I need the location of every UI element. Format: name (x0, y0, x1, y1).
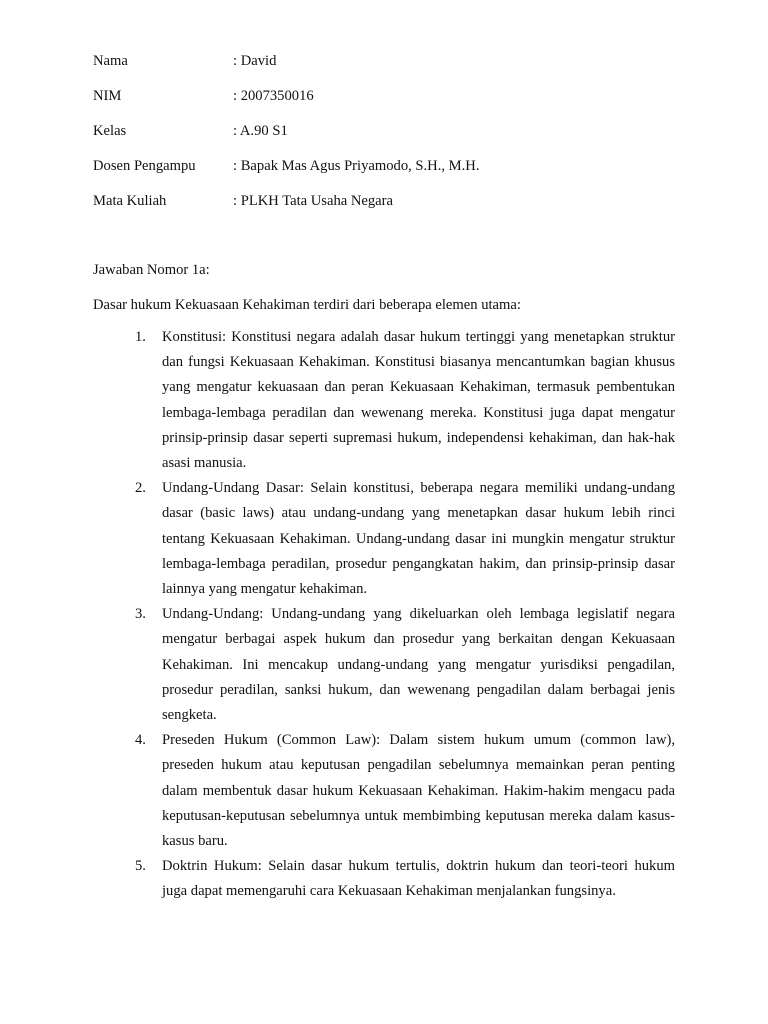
info-value: : Bapak Mas Agus Priyamodo, S.H., M.H. (233, 158, 480, 174)
answer-intro: Dasar hukum Kekuasaan Kehakiman terdiri dari beberapa elemen utama: (93, 297, 521, 313)
info-label: Mata Kuliah (93, 193, 167, 209)
info-row-class (93, 122, 693, 157)
list-item-number: 3. (135, 606, 146, 623)
list-item-number: 1. (135, 329, 146, 345)
info-value: : PLKH Tata Usaha Negara (233, 193, 393, 209)
list-item (135, 476, 675, 602)
list-item-text: Undang-Undang: Undang-undang yang dikeluarkan oleh lembaga legislatif negara mengatur berbagai aspek hukum dan prosedur yang berkaitan dengan Kekuasaan Kehakiman. Ini mencakup undang-undang yang mengatur yurisdiksi pengadilan, prosedur peradilan, sanksi hukum, dan wewenang pengadilan dalam berbagai jenis sengketa. (162, 606, 675, 724)
list-item-number: 2. (135, 480, 146, 497)
list-item (135, 602, 675, 728)
info-row-lecturer (93, 157, 693, 192)
info-label: NIM (93, 88, 122, 104)
info-row-nim (93, 87, 693, 122)
list-item (135, 854, 675, 904)
list-item (135, 728, 675, 854)
list-item-text: Preseden Hukum (Common Law): Dalam sistem hukum umum (common law), preseden hukum atau keputusan pengadilan sebelumnya memainkan peran penting dalam membentuk dasar hukum Kekuasaan Kehakiman. Hakim-hakim mengacu pada keputusan-keputusan sebelumnya untuk membimbing keputusan mereka dalam kasus-kasus baru. (162, 732, 675, 850)
list-item-number: 4. (135, 732, 146, 749)
info-label: Dosen Pengampu (93, 158, 196, 174)
info-value: : 2007350016 (233, 88, 314, 104)
list-item-number: 5. (135, 858, 146, 875)
info-value: : A.90 S1 (233, 123, 288, 139)
info-row-course (93, 192, 693, 227)
list-item (135, 325, 675, 476)
student-info (93, 52, 693, 227)
answer-heading: Jawaban Nomor 1a: (93, 262, 210, 278)
list-item-text: Konstitusi: Konstitusi negara adalah dasar hukum tertinggi yang menetapkan struktur dan fungsi Kekuasaan Kehakiman. Konstitusi biasanya mencantumkan bagian khusus yang mengatur kekuasaan dan peran Kekuasaan Kehakiman, termasuk pembentukan lembaga-lembaga peradilan dan wewenang mereka. Konstitusi juga dapat mengatur prinsip-prinsip dasar seperti supremasi hukum, independensi kehakiman, dan hak-hak asasi manusia. (162, 329, 675, 472)
info-label: Kelas (93, 123, 127, 139)
info-label: Nama (93, 53, 128, 69)
list-item-text: Doktrin Hukum: Selain dasar hukum tertulis, doktrin hukum dan teori-teori hukum juga dapat memengaruhi cara Kekuasaan Kehakiman menjalankan fungsinya. (162, 858, 675, 900)
info-value: : David (233, 53, 277, 69)
list-item-text: Undang-Undang Dasar: Selain konstitusi, beberapa negara memiliki undang-undang dasar (basic laws) atau undang-undang yang menetapkan dasar hukum lebih rinci tentang Kekuasaan Kehakiman. Undang-undang dasar ini mungkin mengatur struktur lembaga-lembaga peradilan, prosedur pengangkatan hakim, dan prinsip-prinsip dasar lainnya yang mengatur kehakiman. (162, 480, 675, 598)
answer-list (135, 325, 675, 905)
info-row-name (93, 52, 693, 87)
